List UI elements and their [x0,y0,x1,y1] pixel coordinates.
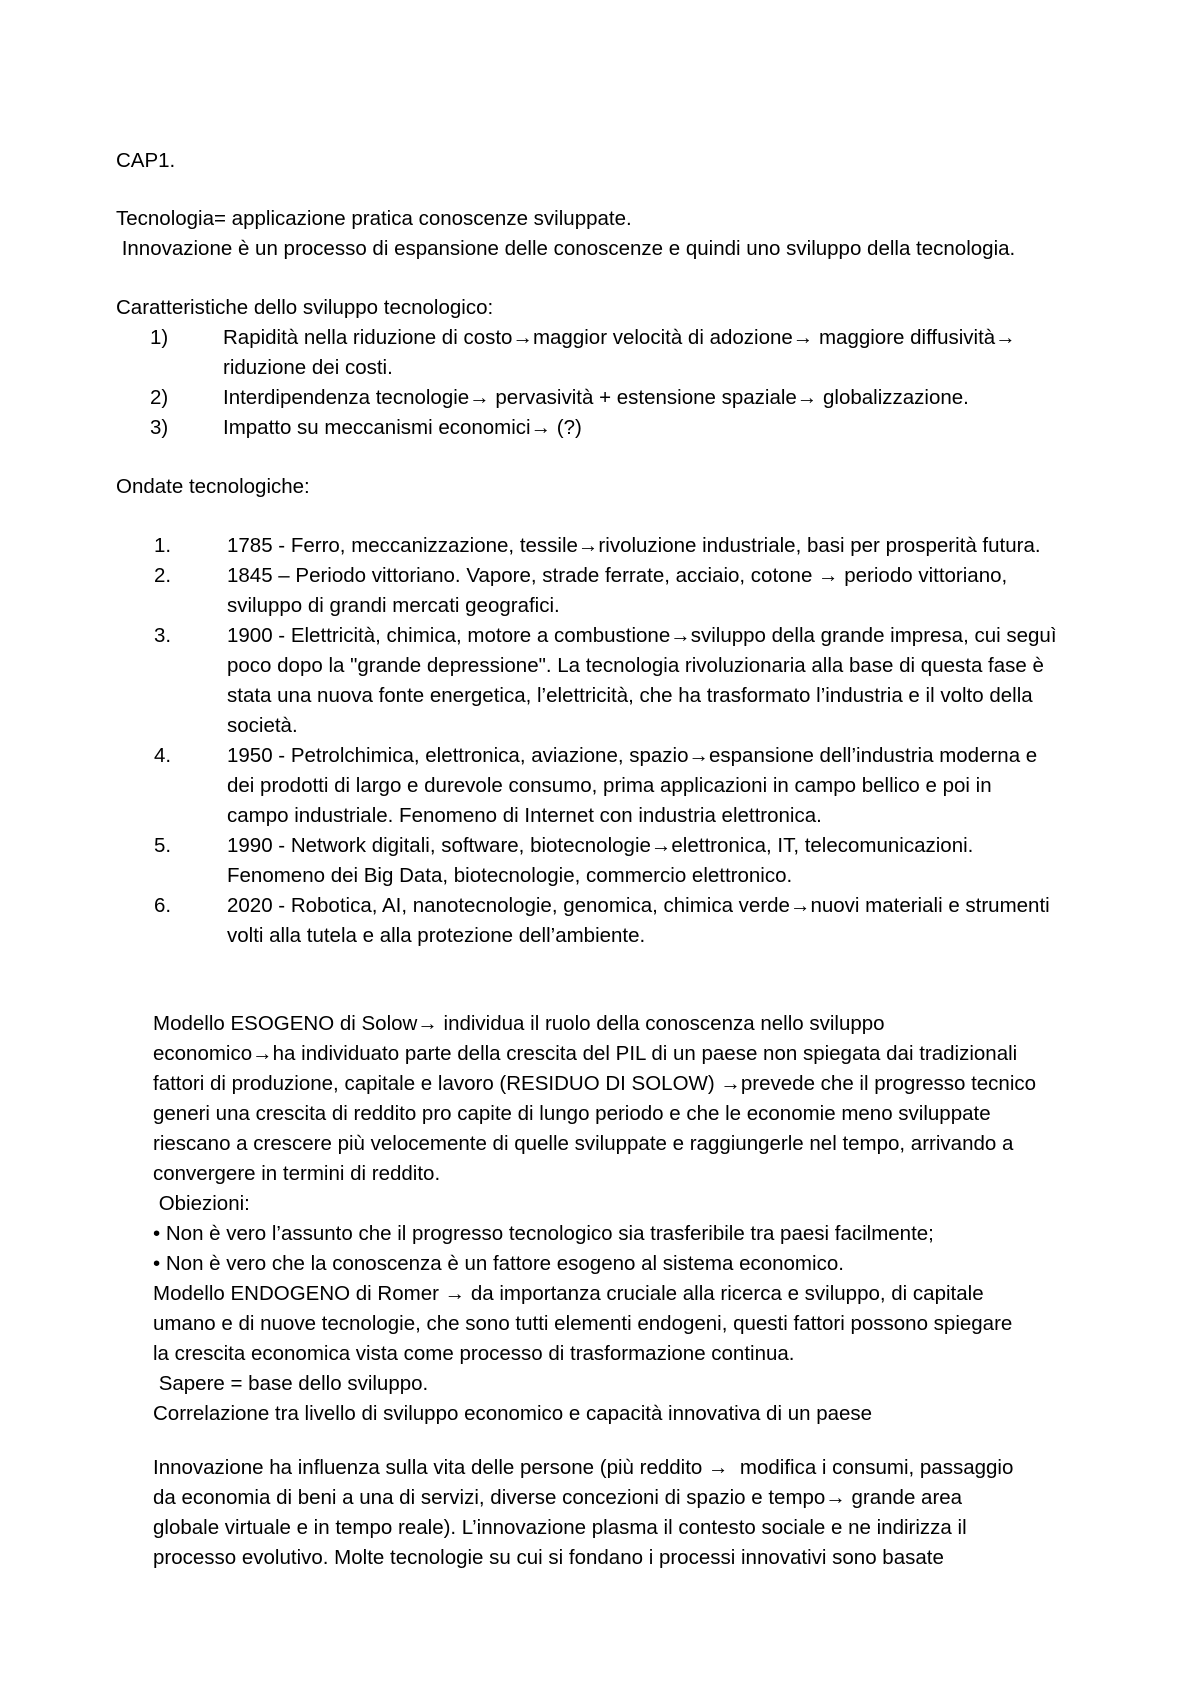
paragraph-line: Correlazione tra livello di sviluppo economico e capacità innovativa di un paese [153,1402,873,1425]
modelli-section [153,1009,1036,1429]
paragraph-line: da economia di beni a una di servizi, diverse concezioni di spazio e tempo→ grande area [153,1486,963,1509]
ondate-section [116,472,1057,951]
list-number: 4. [154,744,172,767]
list-number: 5. [154,834,172,857]
list-line: Interdipendenza tecnologie→ pervasività + estensione spaziale→ globalizzazione. [223,386,969,409]
list-number: 1) [150,326,169,349]
paragraph-line: Modello ESOGENO di Solow→ individua il ruolo della conoscenza nello sviluppo [153,1012,885,1035]
list-line: società. [227,714,298,737]
list-line: volti alla tutela e alla protezione dell’ambiente. [227,924,646,947]
list-line: stata una nuova fonte energetica, l’elettricità, che ha trasformato l’industria e il volto della [227,684,1033,707]
list-line: 1900 - Elettricità, chimica, motore a combustione→sviluppo della grande impresa, cui seguì [227,624,1057,647]
list-item [154,891,1057,951]
chapter-heading: CAP1. [116,149,176,172]
innovazione-section [153,1453,1013,1573]
list-line: 1785 - Ferro, meccanizzazione, tessile→rivoluzione industriale, basi per prosperità futura. [227,534,1041,557]
list-line: riduzione dei costi. [223,356,393,379]
list-line: Impatto su meccanismi economici→ (?) [223,416,582,439]
paragraph-line: la crescita economica vista come processo di trasformazione continua. [153,1342,795,1365]
list-number: 6. [154,894,172,917]
intro-block [116,204,1015,264]
list-line: 1990 - Network digitali, software, biotecnologie→elettronica, IT, telecomunicazioni. [227,834,974,857]
list-item [154,621,1057,741]
obiezioni-heading: Obiezioni: [153,1192,250,1215]
paragraph-line: economico→ha individuato parte della crescita del PIL di un paese non spiegata dai tradizionali [153,1042,1018,1065]
paragraph-line: Sapere = base dello sviluppo. [153,1372,429,1395]
list-number: 3. [154,624,172,647]
paragraph-line: globale virtuale e in tempo reale). L’innovazione plasma il contesto sociale e ne indirizza il [153,1516,967,1539]
list-line: poco dopo la "grande depressione". La tecnologia rivoluzionaria alla base di questa fase è [227,654,1044,677]
intro-line: Innovazione è un processo di espansione delle conoscenze e quindi uno sviluppo della tecnologia. [116,237,1016,260]
paragraph-line: fattori di produzione, capitale e lavoro (RESIDUO DI SOLOW) →prevede che il progresso tecnico [153,1072,1037,1095]
bullet-line: • Non è vero che la conoscenza è un fattore esogeno al sistema economico. [153,1252,844,1275]
list-item [154,561,1057,621]
list-line: Rapidità nella riduzione di costo→maggior velocità di adozione→ maggiore diffusività→ [223,326,1016,349]
list-line: 2020 - Robotica, AI, nanotecnologie, genomica, chimica verde→nuovi materiali e strumenti [227,894,1050,917]
paragraph-line: umano e di nuove tecnologie, che sono tutti elementi endogeni, questi fattori possono spiegare [153,1312,1013,1335]
ondate-title: Ondate tecnologiche: [116,475,310,498]
heading-block [116,146,175,176]
paragraph-line: generi una crescita di reddito pro capite di lungo periodo e che le economie meno sviluppate [153,1102,991,1125]
intro-line: Tecnologia= applicazione pratica conoscenze sviluppate. [116,207,632,230]
list-number: 3) [150,416,169,439]
list-line: campo industriale. Fenomeno di Internet con industria elettronica. [227,804,822,827]
list-item [150,323,1016,383]
list-line: 1845 – Periodo vittoriano. Vapore, strade ferrate, acciaio, cotone → periodo vittoriano, [227,564,1008,587]
bullet-line: • Non è vero l’assunto che il progresso tecnologico sia trasferibile tra paesi facilmente; [153,1222,934,1245]
list-number: 2) [150,386,169,409]
paragraph-line: convergere in termini di reddito. [153,1162,441,1185]
list-item [154,831,1057,891]
paragraph-line: Innovazione ha influenza sulla vita delle persone (più reddito → modifica i consumi, passaggio [153,1456,1014,1479]
list-item [150,383,1016,413]
list-item [154,531,1057,561]
list-item [154,741,1057,831]
list-item [150,413,1016,443]
list-line: sviluppo di grandi mercati geografici. [227,594,560,617]
list-number: 1. [154,534,172,557]
paragraph-line: riescano a crescere più velocemente di quelle sviluppate e raggiungerle nel tempo, arrivando a [153,1132,1014,1155]
list-line: dei prodotti di largo e durevole consumo, prima applicazioni in campo bellico e poi in [227,774,992,797]
caratteristiche-title: Caratteristiche dello sviluppo tecnologico: [116,296,494,319]
list-line: Fenomeno dei Big Data, biotecnologie, commercio elettronico. [227,864,793,887]
paragraph-line: Modello ENDOGENO di Romer → da importanza cruciale alla ricerca e sviluppo, di capitale [153,1282,984,1305]
list-line: 1950 - Petrolchimica, elettronica, aviazione, spazio→espansione dell’industria moderna e [227,744,1038,767]
caratteristiche-section [116,293,1016,443]
paragraph-line: processo evolutivo. Molte tecnologie su cui si fondano i processi innovativi sono basate [153,1546,944,1569]
list-number: 2. [154,564,172,587]
